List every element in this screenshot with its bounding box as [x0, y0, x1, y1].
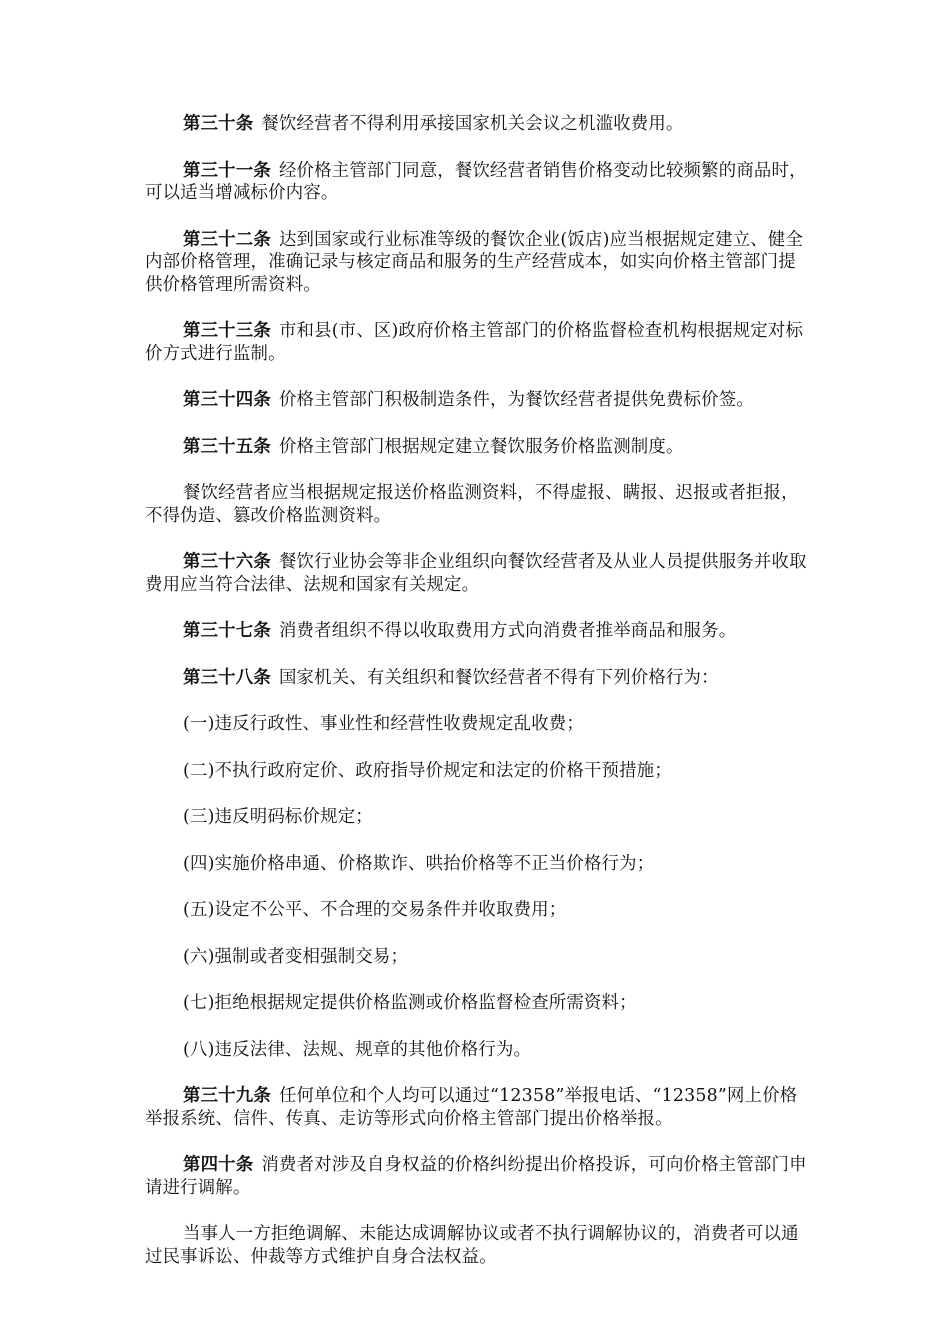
article-heading: 第三十四条	[183, 390, 271, 410]
article-39	[145, 1085, 807, 1130]
paragraph-text: 餐饮经营者应当根据规定报送价格监测资料，不得虚报、瞒报、迟报或者拒报，不得伪造、篡改价格监测资料。	[145, 483, 799, 526]
article-40-paragraph-2	[145, 1223, 807, 1268]
list-item: (一)违反行政性、事业性和经营性收费规定乱收费；	[183, 714, 584, 734]
article-heading: 第三十一条	[183, 160, 271, 181]
list-item: (五)设定不公平、不合理的交易条件并收取费用；	[183, 900, 567, 920]
article-38	[145, 667, 807, 690]
article-36	[145, 551, 807, 596]
article-text: 价格主管部门根据规定建立餐饮服务价格监测制度。	[278, 436, 684, 457]
article-40	[145, 1154, 807, 1199]
list-item: (八)违反法律、法规、规章的其他价格行为。	[183, 1039, 532, 1060]
article-35-paragraph-2	[145, 482, 807, 527]
article-31	[145, 160, 807, 205]
list-item: (六)强制或者变相强制交易；	[183, 946, 409, 967]
list-item: (七)拒绝根据规定提供价格监测或价格监督检查所需资料；	[183, 993, 637, 1013]
article-heading: 第三十七条	[183, 621, 271, 641]
article-text: 市和县(市、区)政府价格主管部门的价格监督检查机构根据规定对标价方式进行监制。	[145, 321, 804, 364]
document-body	[145, 113, 807, 1292]
article-text: 消费者组织不得以收取费用方式向消费者推举商品和服务。	[278, 621, 737, 641]
article-text: 达到国家或行业标准等级的餐饮企业(饭店)应当根据规定建立、健全内部价格管理，准确记录与核定商品和服务的生产经营成本，如实向价格主管部门提供价格管理所需资料。	[145, 229, 804, 295]
article-32	[145, 229, 807, 297]
article-34	[145, 389, 807, 412]
list-item: (三)违反明码标价规定；	[183, 807, 373, 827]
article-heading: 第三十六条	[183, 552, 271, 572]
article-33	[145, 320, 807, 365]
article-heading: 第三十二条	[183, 229, 271, 250]
article-heading: 第三十三条	[183, 321, 271, 341]
list-item: (二)不执行政府定价、政府指导价规定和法定的价格干预措施；	[183, 760, 672, 781]
article-37	[145, 620, 807, 643]
article-text: 餐饮行业协会等非企业组织向餐饮经营者及从业人员提供服务并收取费用应当符合法律、法规和国家有关规定。	[145, 552, 807, 595]
article-35	[145, 436, 807, 459]
article-heading: 第三十条	[183, 114, 254, 134]
article-heading: 第三十五条	[183, 436, 271, 457]
article-text: 任何单位和个人均可以通过“12358”举报电话、“12358”网上价格举报系统、信件、传真、走访等形式向价格主管部门提出价格举报。	[145, 1086, 798, 1129]
article-30	[145, 113, 807, 136]
article-heading: 第四十条	[183, 1155, 254, 1175]
article-text: 国家机关、有关组织和餐饮经营者不得有下列价格行为：	[278, 667, 719, 688]
list-item: (四)实施价格串通、价格欺诈、哄抬价格等不正当价格行为；	[183, 853, 655, 874]
article-text: 消费者对涉及自身权益的价格纠纷提出价格投诉，可向价格主管部门申请进行调解。	[145, 1155, 807, 1198]
article-heading: 第三十八条	[183, 667, 271, 688]
article-heading: 第三十九条	[183, 1086, 271, 1106]
paragraph-text: 当事人一方拒绝调解、未能达成调解协议或者不执行调解协议的，消费者可以通过民事诉讼、仲裁等方式维护自身合法权益。	[145, 1224, 799, 1267]
article-text: 价格主管部门积极制造条件，为餐饮经营者提供免费标价签。	[278, 390, 754, 410]
article-text: 经价格主管部门同意，餐饮经营者销售价格变动比较频繁的商品时，可以适当增减标价内容。	[145, 160, 807, 203]
article-text: 餐饮经营者不得利用承接国家机关会议之机滥收费用。	[261, 114, 684, 134]
